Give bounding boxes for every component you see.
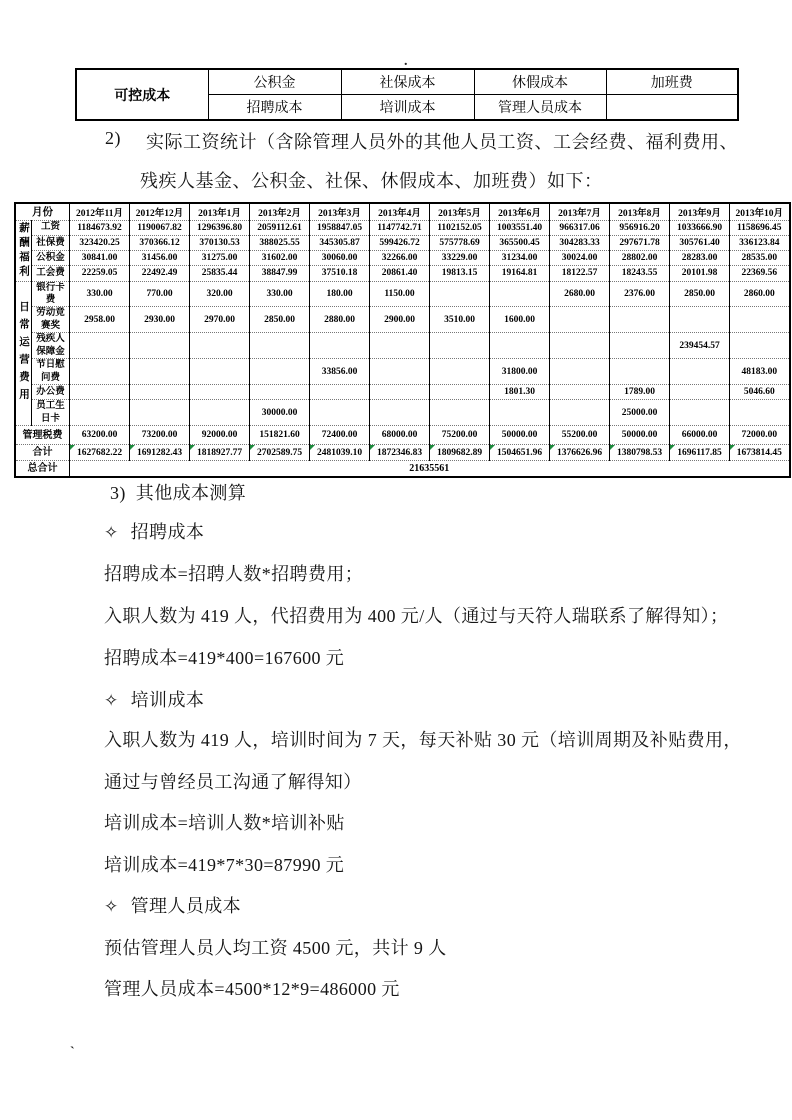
table-cell xyxy=(130,359,190,385)
table-cell xyxy=(370,385,430,400)
table-cell: 1380798.53 xyxy=(610,445,670,461)
table-cell xyxy=(310,333,370,359)
table-cell: 22259.05 xyxy=(70,266,130,281)
table-cell: 305761.40 xyxy=(670,235,730,250)
table-cell xyxy=(490,400,550,426)
cost-item-cell xyxy=(606,95,738,121)
row-name: 节日慰问费 xyxy=(32,359,70,385)
table-cell: 388025.55 xyxy=(250,235,310,250)
table-cell xyxy=(250,359,310,385)
table-cell xyxy=(730,307,790,333)
table-cell xyxy=(670,385,730,400)
month-header-cell: 2013年7月 xyxy=(550,203,610,220)
table-cell: 575778.69 xyxy=(430,235,490,250)
row-name: 办公费 xyxy=(32,385,70,400)
table-cell: 1789.00 xyxy=(610,385,670,400)
table-cell: 28802.00 xyxy=(610,251,670,266)
row-name: 劳动竞赛奖 xyxy=(32,307,70,333)
table-cell xyxy=(490,281,550,307)
table-cell xyxy=(550,307,610,333)
table-cell xyxy=(550,359,610,385)
table-cell: 2930.00 xyxy=(130,307,190,333)
table-cell: 25835.44 xyxy=(190,266,250,281)
table-cell: 1003551.40 xyxy=(490,220,550,235)
table-cell: 18243.55 xyxy=(610,266,670,281)
table-cell: 31275.00 xyxy=(190,251,250,266)
table-cell: 370130.53 xyxy=(190,235,250,250)
row-name-subtotal: 合计 xyxy=(15,445,70,461)
table-cell: 5046.60 xyxy=(730,385,790,400)
table-cell: 66000.00 xyxy=(670,426,730,445)
diamond-bullet-icon: ✧ xyxy=(104,691,119,710)
formula-line: 招聘成本=419*400=167600 元 xyxy=(104,648,345,668)
intro-line-1: 实际工资统计（含除管理人员外的其他人员工资、工会经费、福利费用、 xyxy=(146,132,738,152)
row-name-management-tax: 管理税费 xyxy=(15,426,70,445)
month-header-cell: 2013年4月 xyxy=(370,203,430,220)
cost-item-cell: 管理人员成本 xyxy=(474,95,606,121)
table-cell: 55200.00 xyxy=(550,426,610,445)
table-cell xyxy=(430,333,490,359)
table-cell: 2850.00 xyxy=(250,307,310,333)
table-cell: 31800.00 xyxy=(490,359,550,385)
stray-dot-mark: . xyxy=(404,54,408,69)
table-cell: 1801.30 xyxy=(490,385,550,400)
table-cell: 2376.00 xyxy=(610,281,670,307)
table-cell: 336123.84 xyxy=(730,235,790,250)
cost-item-cell: 培训成本 xyxy=(341,95,474,121)
table-cell: 2970.00 xyxy=(190,307,250,333)
table-cell: 370366.12 xyxy=(130,235,190,250)
table-cell: 33229.00 xyxy=(430,251,490,266)
formula-line: 招聘成本=招聘人数*招聘费用； xyxy=(104,564,364,584)
table-cell: 180.00 xyxy=(310,281,370,307)
month-header-cell: 2013年9月 xyxy=(670,203,730,220)
table-cell: 38847.99 xyxy=(250,266,310,281)
table-cell: 1696117.85 xyxy=(670,445,730,461)
table-cell: 345305.87 xyxy=(310,235,370,250)
table-cell xyxy=(610,333,670,359)
table-cell: 63200.00 xyxy=(70,426,130,445)
body-line: 通过与曾经员工沟通了解得知） xyxy=(104,772,362,792)
table-cell: 3510.00 xyxy=(430,307,490,333)
section-number: 3) xyxy=(110,483,126,503)
table-cell: 50000.00 xyxy=(490,426,550,445)
body-line: 预估管理人员人均工资 4500 元，共计 9 人 xyxy=(104,938,447,958)
table-cell: 68000.00 xyxy=(370,426,430,445)
table-cell xyxy=(190,385,250,400)
table-cell xyxy=(250,385,310,400)
table-cell xyxy=(610,307,670,333)
table-cell: 28535.00 xyxy=(730,251,790,266)
month-header-cell: 2013年3月 xyxy=(310,203,370,220)
table-cell: 1691282.43 xyxy=(130,445,190,461)
table-cell: 1673814.45 xyxy=(730,445,790,461)
table-cell: 30841.00 xyxy=(70,251,130,266)
table-cell: 956916.20 xyxy=(610,220,670,235)
table-cell: 1184673.92 xyxy=(70,220,130,235)
table-cell: 37510.18 xyxy=(310,266,370,281)
table-cell xyxy=(70,359,130,385)
table-cell: 330.00 xyxy=(250,281,310,307)
table-cell: 239454.57 xyxy=(670,333,730,359)
row-name: 工会费 xyxy=(32,266,70,281)
table-cell xyxy=(610,359,670,385)
table-cell: 1102152.05 xyxy=(430,220,490,235)
section-heading-training-cost: ✧ 培训成本 xyxy=(104,690,205,710)
table-cell: 48183.00 xyxy=(730,359,790,385)
table-cell xyxy=(70,400,130,426)
table-cell xyxy=(430,400,490,426)
table-cell xyxy=(670,400,730,426)
table-cell: 320.00 xyxy=(190,281,250,307)
table-cell xyxy=(130,400,190,426)
table-cell xyxy=(370,359,430,385)
table-cell: 1150.00 xyxy=(370,281,430,307)
table-cell: 365500.45 xyxy=(490,235,550,250)
table-cell: 31234.00 xyxy=(490,251,550,266)
table-cell xyxy=(70,385,130,400)
cost-item-cell: 公积金 xyxy=(208,69,341,95)
table-cell: 2850.00 xyxy=(670,281,730,307)
table-cell: 2860.00 xyxy=(730,281,790,307)
table-cell: 1872346.83 xyxy=(370,445,430,461)
table-cell: 1158696.45 xyxy=(730,220,790,235)
body-line: 入职人数为 419 人，培训时间为 7 天，每天补贴 30 元（培训周期及补贴费用， xyxy=(104,730,742,750)
table-cell: 28283.00 xyxy=(670,251,730,266)
table-cell: 2880.00 xyxy=(310,307,370,333)
table-cell xyxy=(70,333,130,359)
table-cell xyxy=(550,400,610,426)
month-header-cell: 2013年8月 xyxy=(610,203,670,220)
row-name-grand-total: 总合计 xyxy=(15,461,70,477)
month-header-cell: 2013年1月 xyxy=(190,203,250,220)
table-cell: 1818927.77 xyxy=(190,445,250,461)
table-cell: 2958.00 xyxy=(70,307,130,333)
table-cell: 304283.33 xyxy=(550,235,610,250)
table-cell xyxy=(430,385,490,400)
formula-line: 培训成本=培训人数*培训补贴 xyxy=(104,813,345,833)
table-cell: 1809682.89 xyxy=(430,445,490,461)
month-header-cell: 2012年12月 xyxy=(130,203,190,220)
month-column-label: 月份 xyxy=(15,203,70,220)
table-cell: 20101.98 xyxy=(670,266,730,281)
table-cell: 31456.00 xyxy=(130,251,190,266)
row-name: 银行卡费 xyxy=(32,281,70,307)
table-cell xyxy=(190,400,250,426)
table-cell: 2900.00 xyxy=(370,307,430,333)
table-cell xyxy=(190,333,250,359)
table-cell: 1504651.96 xyxy=(490,445,550,461)
table-cell: 72000.00 xyxy=(730,426,790,445)
table-cell: 323420.25 xyxy=(70,235,130,250)
table-cell xyxy=(730,333,790,359)
table-cell xyxy=(730,400,790,426)
section-heading-other-costs: 3) 其他成本测算 xyxy=(110,483,247,503)
table-cell: 2680.00 xyxy=(550,281,610,307)
stray-tick-mark: ` xyxy=(70,1045,75,1060)
table-cell: 30060.00 xyxy=(310,251,370,266)
table-cell: 966317.06 xyxy=(550,220,610,235)
cost-item-cell: 招聘成本 xyxy=(208,95,341,121)
table-cell: 18122.57 xyxy=(550,266,610,281)
table-cell: 72400.00 xyxy=(310,426,370,445)
row-name: 公积金 xyxy=(32,251,70,266)
table-cell: 1376626.96 xyxy=(550,445,610,461)
row-name: 社保费 xyxy=(32,235,70,250)
table-cell xyxy=(130,333,190,359)
table-cell: 151821.60 xyxy=(250,426,310,445)
month-header-cell: 2013年6月 xyxy=(490,203,550,220)
table-cell: 2481039.10 xyxy=(310,445,370,461)
cost-item-cell: 休假成本 xyxy=(474,69,606,95)
table-cell xyxy=(430,281,490,307)
table-cell: 1147742.71 xyxy=(370,220,430,235)
table-cell: 599426.72 xyxy=(370,235,430,250)
table-cell: 1190067.82 xyxy=(130,220,190,235)
table-cell xyxy=(310,385,370,400)
table-cell: 31602.00 xyxy=(250,251,310,266)
table-cell: 1958847.05 xyxy=(310,220,370,235)
controllable-cost-label: 可控成本 xyxy=(76,69,208,120)
salary-statistics-table xyxy=(14,202,791,478)
table-cell: 770.00 xyxy=(130,281,190,307)
month-header-cell: 2013年5月 xyxy=(430,203,490,220)
table-cell: 1600.00 xyxy=(490,307,550,333)
table-cell: 19813.15 xyxy=(430,266,490,281)
table-cell xyxy=(310,400,370,426)
section-heading-recruiting-cost: ✧ 招聘成本 xyxy=(104,522,205,542)
table-cell xyxy=(130,385,190,400)
table-cell: 1296396.80 xyxy=(190,220,250,235)
row-name: 工资 xyxy=(32,220,70,235)
month-header-cell: 2013年2月 xyxy=(250,203,310,220)
table-cell: 75200.00 xyxy=(430,426,490,445)
table-cell: 32266.00 xyxy=(370,251,430,266)
table-cell xyxy=(190,359,250,385)
row-name: 员工生日卡 xyxy=(32,400,70,426)
table-cell xyxy=(550,385,610,400)
grand-total-value: 21635561 xyxy=(70,461,790,477)
table-cell: 330.00 xyxy=(70,281,130,307)
diamond-bullet-icon: ✧ xyxy=(104,897,119,916)
intro-line-2: 残疾人基金、公积金、社保、休假成本、加班费）如下： xyxy=(140,171,603,191)
intro-item-number: 2) xyxy=(105,128,121,148)
table-cell: 33856.00 xyxy=(310,359,370,385)
table-cell xyxy=(430,359,490,385)
table-cell: 50000.00 xyxy=(610,426,670,445)
table-cell: 297671.78 xyxy=(610,235,670,250)
table-cell xyxy=(250,333,310,359)
table-cell: 25000.00 xyxy=(610,400,670,426)
group-label-payroll-benefits: 薪酬福利 xyxy=(15,220,32,281)
cost-item-cell: 社保成本 xyxy=(341,69,474,95)
table-cell: 2702589.75 xyxy=(250,445,310,461)
table-cell: 30000.00 xyxy=(250,400,310,426)
formula-line: 管理人员成本=4500*12*9=486000 元 xyxy=(104,979,400,999)
table-cell xyxy=(370,400,430,426)
table-cell: 30024.00 xyxy=(550,251,610,266)
table-cell xyxy=(670,307,730,333)
table-cell: 22492.49 xyxy=(130,266,190,281)
table-cell xyxy=(370,333,430,359)
diamond-bullet-icon: ✧ xyxy=(104,523,119,542)
controllable-cost-table xyxy=(75,68,739,121)
table-cell: 92000.00 xyxy=(190,426,250,445)
table-cell: 19164.81 xyxy=(490,266,550,281)
table-cell xyxy=(490,333,550,359)
table-cell: 20861.40 xyxy=(370,266,430,281)
formula-line: 培训成本=419*7*30=87990 元 xyxy=(104,855,345,875)
body-line: 入职人数为 419 人，代招费用为 400 元/人（通过与天符人瑞联系了解得知）； xyxy=(104,606,729,626)
row-name: 残疾人保障金 xyxy=(32,333,70,359)
cost-item-cell: 加班费 xyxy=(606,69,738,95)
table-cell: 73200.00 xyxy=(130,426,190,445)
table-cell: 2059112.61 xyxy=(250,220,310,235)
month-header-cell: 2012年11月 xyxy=(70,203,130,220)
month-header-cell: 2013年10月 xyxy=(730,203,790,220)
table-cell xyxy=(550,333,610,359)
table-cell xyxy=(670,359,730,385)
group-label-daily-operations: 日常运营费用 xyxy=(15,281,32,426)
table-cell: 1627682.22 xyxy=(70,445,130,461)
table-cell: 1033666.90 xyxy=(670,220,730,235)
table-cell: 22369.56 xyxy=(730,266,790,281)
section-heading-manager-cost: ✧ 管理人员成本 xyxy=(104,896,242,916)
